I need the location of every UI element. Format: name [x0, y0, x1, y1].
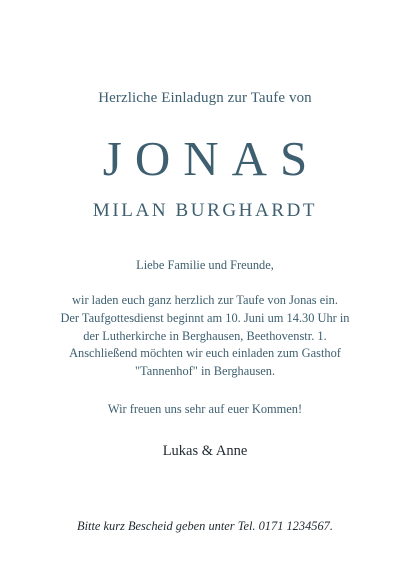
invitation-intro: Herzliche Einladugn zur Taufe von — [98, 90, 312, 106]
child-first-name: JONAS — [102, 131, 321, 186]
body-line: Anschließend möchten wir euch einladen zum Gasthof — [69, 346, 341, 361]
closing-line: Wir freuen uns sehr auf euer Kommen! — [107, 402, 303, 416]
rsvp-note: Bitte kurz Bescheid geben unter Tel. 0171 1234567. — [77, 519, 333, 533]
parents-signature: Lukas & Anne — [162, 443, 248, 459]
body-line: "Tannenhof" in Berghausen. — [134, 364, 276, 379]
child-middle-last-name: MILAN BURGHARDT — [92, 200, 318, 221]
body-line: wir laden euch ganz herzlich zur Taufe von Jonas ein. — [72, 293, 338, 307]
greeting-line: Liebe Familie und Freunde, — [136, 258, 274, 272]
invitation-body — [0, 292, 410, 381]
body-line: der Lutherkirche in Berghausen, Beethovenstr. 1. — [83, 328, 327, 343]
body-line: Der Taufgottesdienst beginnt am 10. Juni um 14.30 Uhr in — [60, 310, 350, 325]
